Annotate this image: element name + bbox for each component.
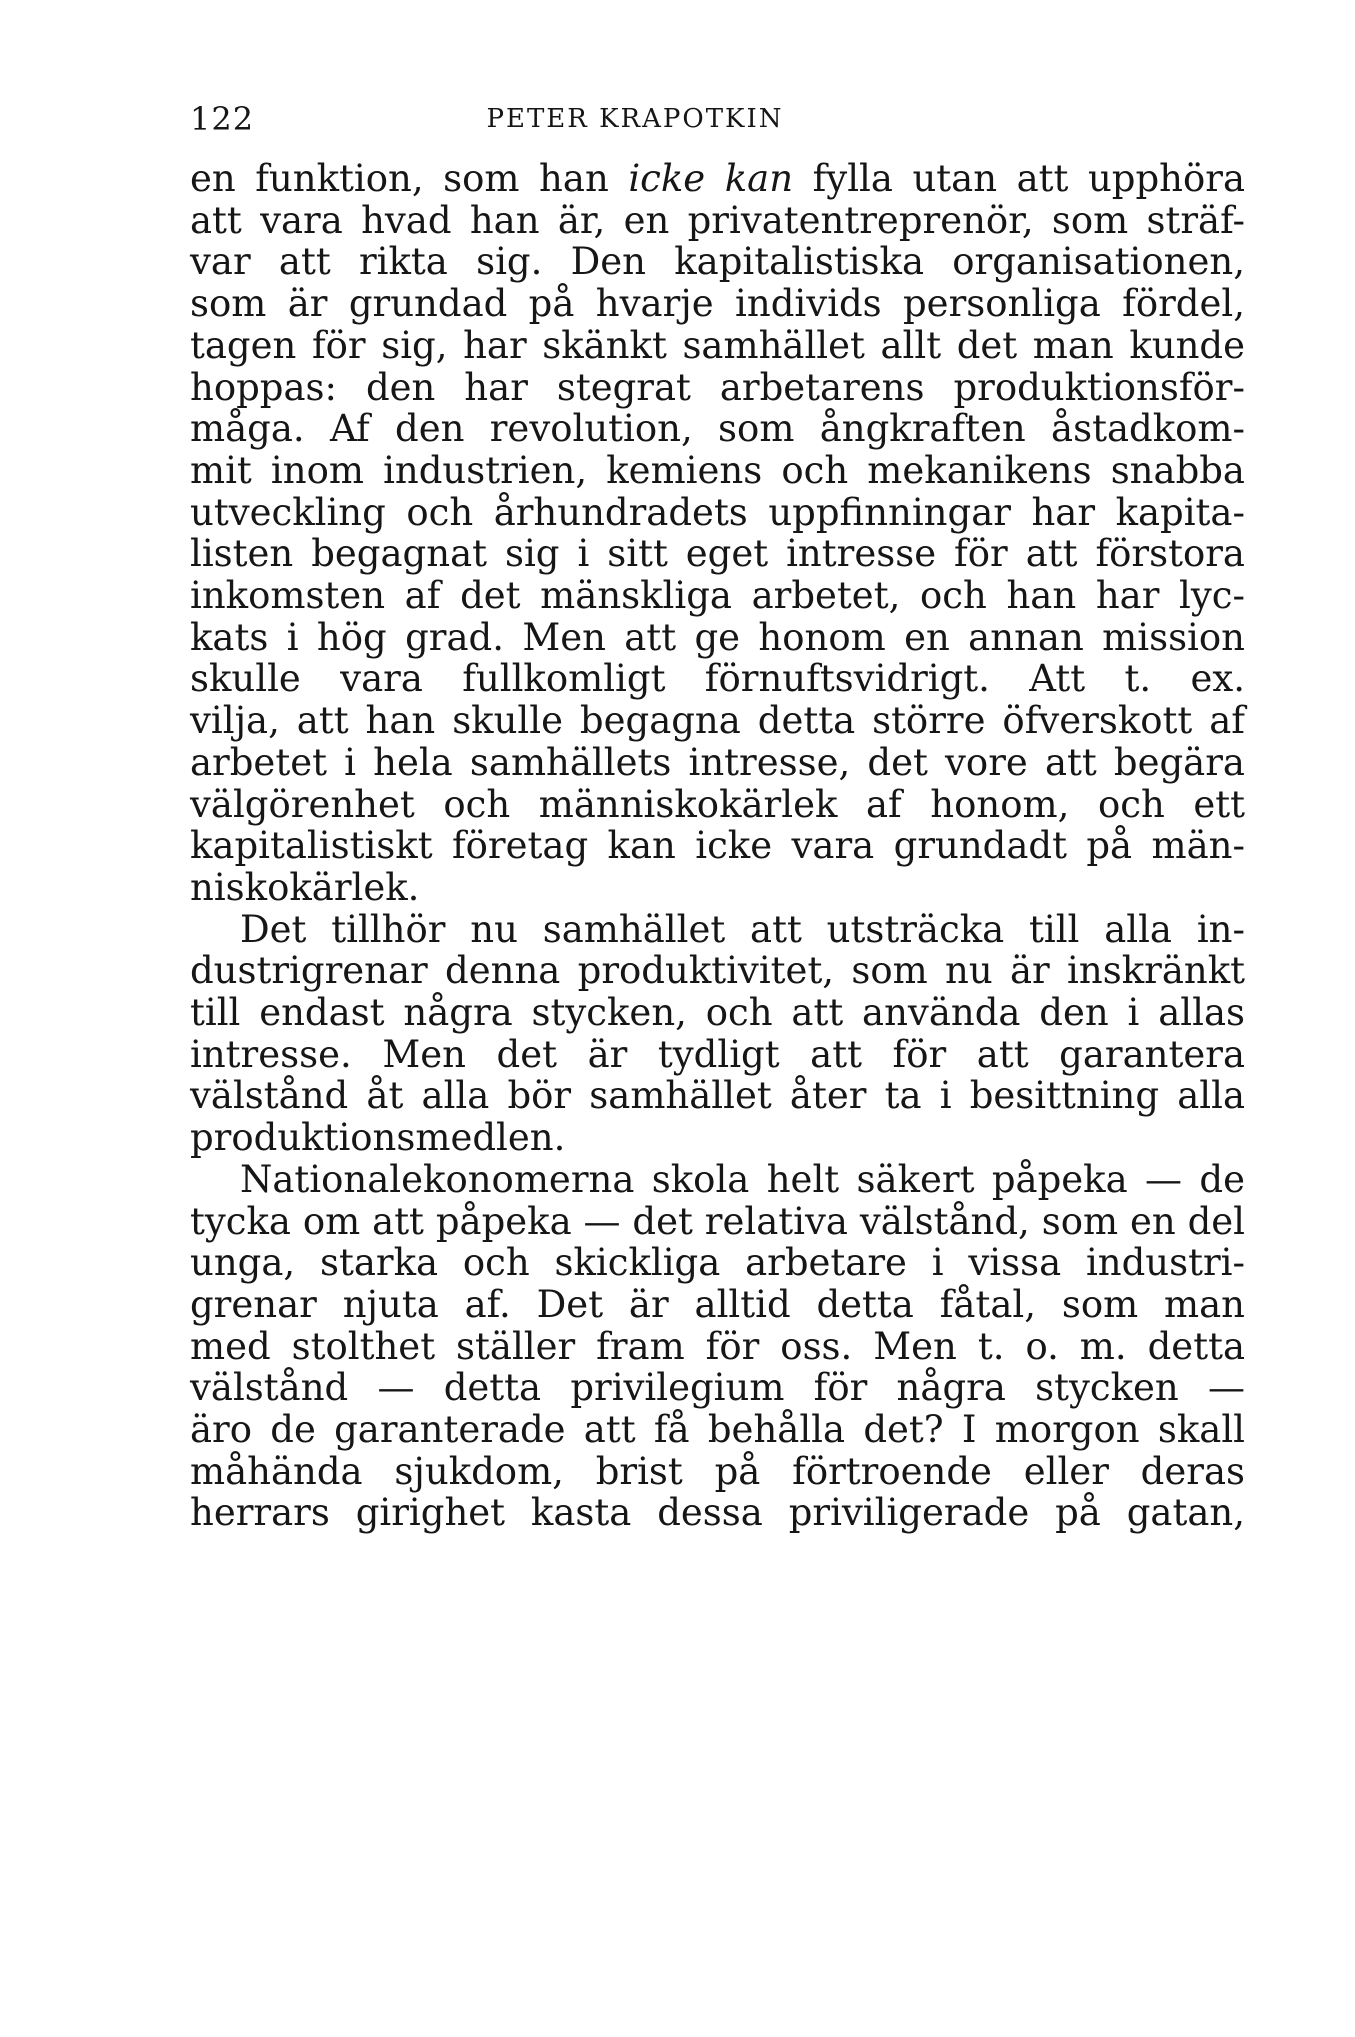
text-line: skulle vara fullkomligt förnuftsvidrigt. Att t. ex. (190, 657, 1245, 701)
text-line: utveckling och århundradets uppfinningar har kapita- (190, 490, 1245, 534)
text-line: välgörenhet och människokärlek af honom, och ett (190, 782, 1245, 826)
text-line: kapitalistiskt företag kan icke vara grundadt på män- (190, 824, 1245, 868)
text-line: listen begagnat sig i sitt eget intresse för att förstora (190, 532, 1245, 576)
text-line (190, 157, 1245, 200)
text-line: tagen för sig, har skänkt samhället allt det man kunde (190, 323, 1245, 367)
text-line: Det tillhör nu samhället att utsträcka till alla in- (240, 907, 1245, 951)
text-line: välstånd åt alla bör samhället åter ta i besittning alla (190, 1074, 1245, 1118)
text-line: herrars girighet kasta dessa priviligerade på gatan, (190, 1491, 1245, 1535)
text-line: måhända sjukdom, brist på förtroende eller deras (190, 1449, 1245, 1493)
text-line: med stolthet ställer fram för oss. Men t. o. m. detta (190, 1324, 1245, 1368)
text-line: till endast några stycken, och att använda den i allas (190, 991, 1245, 1034)
text-line: intresse. Men det är tydligt att för att garantera (190, 1032, 1245, 1076)
text-line: vilja, att han skulle begagna detta större öfverskott af (190, 699, 1245, 743)
text-run: fylla utan att upphöra (793, 157, 1245, 200)
text-line: dustrigrenar denna produktivitet, som nu är inskränkt (190, 949, 1245, 993)
italic-emphasis: icke kan (628, 157, 794, 200)
text-line: äro de garanterade att få behålla det? I morgon skall (190, 1408, 1245, 1451)
page-header (190, 100, 1245, 144)
text-line: var att rikta sig. Den kapitalistiska organisationen, (190, 240, 1245, 284)
text-line: att vara hvad han är, en privatentreprenör, som sträf- (190, 198, 1245, 242)
text-line: välstånd — detta privilegium för några stycken — (190, 1366, 1245, 1410)
text-line: mit inom industrien, kemiens och mekanikens snabba (190, 448, 1245, 492)
text-line: Nationalekonomerna skola helt säkert påpeka — de (240, 1157, 1245, 1201)
running-head: PETER KRAPOTKIN (486, 104, 784, 134)
text-run: en funktion, som han (190, 157, 629, 200)
text-line: hoppas: den har stegrat arbetarens produktionsför- (190, 365, 1245, 409)
text-line: arbetet i hela samhällets intresse, det vore att begära (190, 740, 1245, 784)
text-line: inkomsten af det mänskliga arbetet, och han har lyc- (190, 574, 1245, 617)
text-line: måga. Af den revolution, som ångkraften åstadkom- (190, 407, 1245, 451)
page-number: 122 (190, 100, 255, 138)
text-line: produktionsmedlen. (190, 1116, 566, 1160)
text-line: grenar njuta af. Det är alltid detta fåtal, som man (190, 1282, 1245, 1326)
text-line: unga, starka och skickliga arbetare i vissa industri- (190, 1241, 1245, 1285)
text-line: tycka om att påpeka — det relativa välstånd, som en del (190, 1199, 1245, 1243)
text-line: som är grundad på hvarje individs personliga fördel, (190, 282, 1245, 326)
text-line: niskokärlek. (190, 865, 420, 909)
text-line: kats i hög grad. Men att ge honom en annan mission (190, 615, 1245, 659)
